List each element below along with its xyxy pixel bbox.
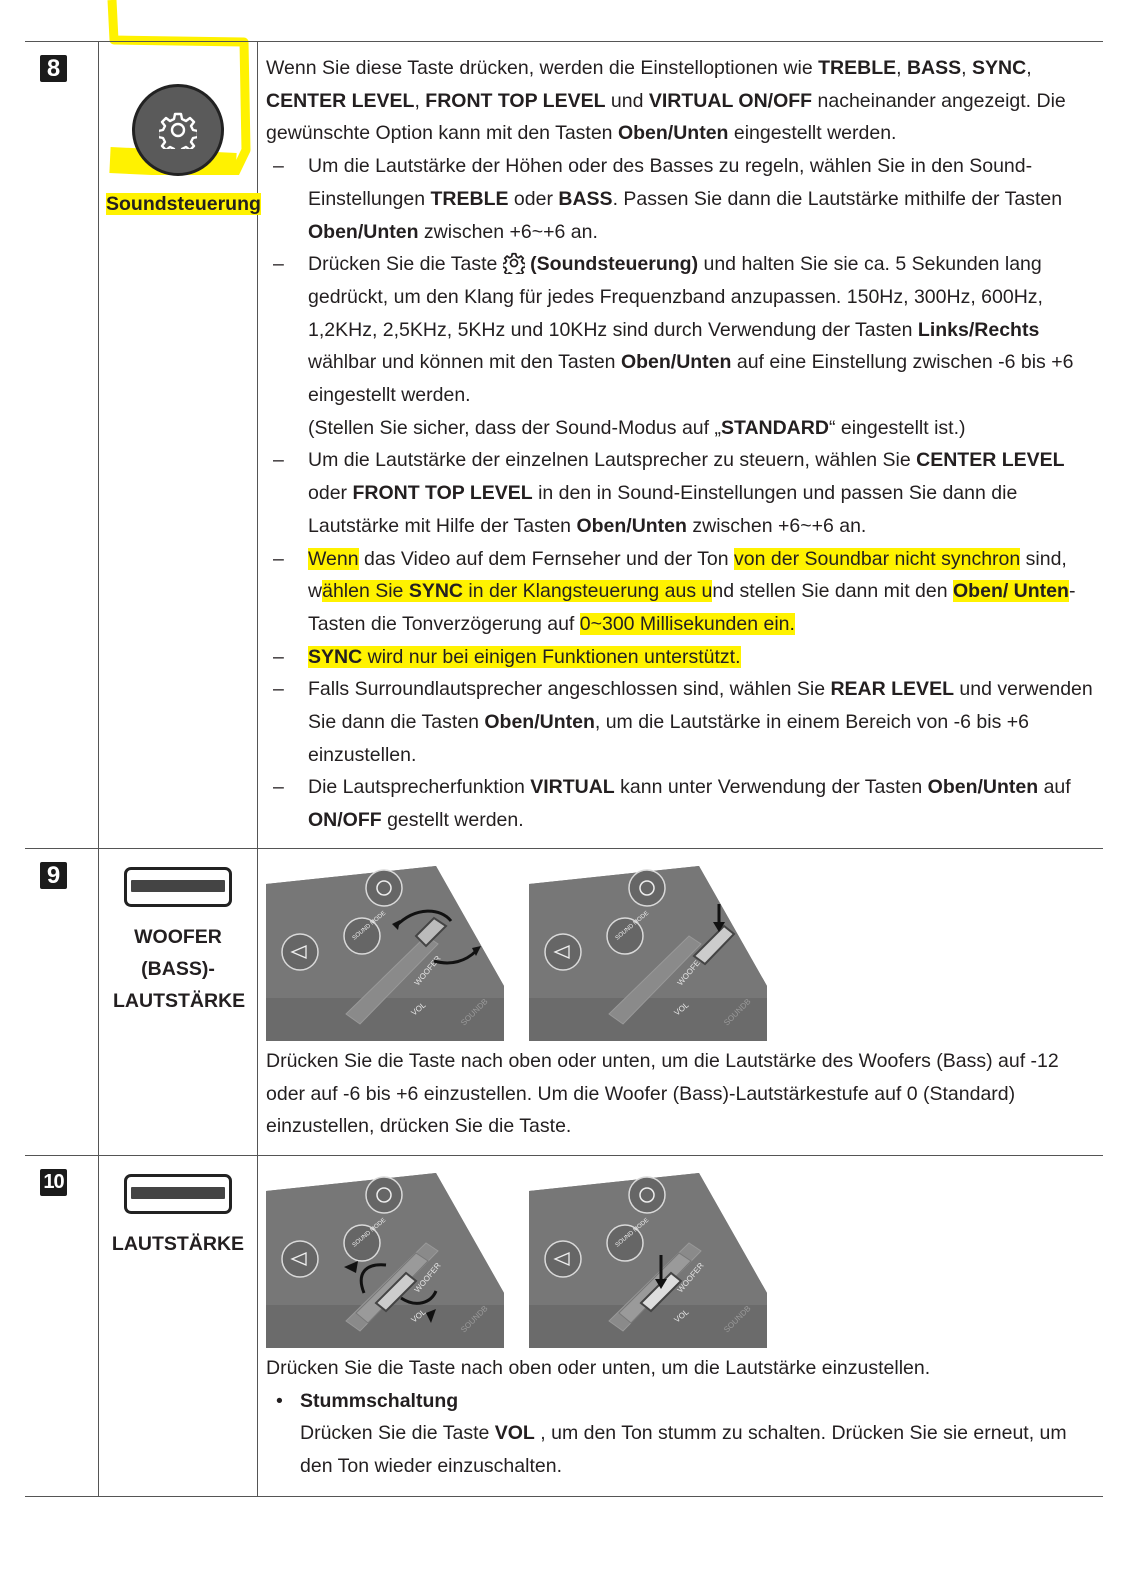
text-run: Oben/Unten [927, 776, 1039, 799]
text-run: , um die Lautstärke in einem Bereich von -6 bis +6 einzustellen. [308, 711, 1029, 766]
text-run: FRONT TOP LEVEL [352, 482, 533, 505]
rocker-button-icon [124, 867, 232, 907]
illustration-pair [266, 849, 1097, 1041]
text-run: in der Klangsteuerung aus u [463, 580, 713, 603]
inline-gear-icon [503, 253, 525, 275]
text-run: SYNC [408, 580, 464, 603]
text-run: Oben/Unten [308, 220, 419, 243]
description-text: Drücken Sie die Taste nach oben oder unten, um die Lautstärke des Woofers (Bass) auf -12 oder auf -6 bis +6 einzustellen. Um die Woofer (Bass)-Lautstärkestufe auf 0 (Standard) einzustellen, drücken Sie die Taste. [266, 1050, 1059, 1138]
button-label: WOOFER (BASS)-LAUTSTÄRKE [113, 926, 246, 1012]
volume-rocker-illustration [266, 1173, 504, 1348]
text-run: Oben/Unten [617, 122, 729, 145]
text-run: kann unter Verwendung der Tasten [614, 776, 928, 799]
button-label: LAUTSTÄRKE [111, 1233, 245, 1255]
text-run: Um die Lautstärke der Höhen oder des Basses zu regeln, wählen Sie in den Sound-Einstellungen [308, 155, 1033, 210]
volume-press-illustration [529, 1173, 767, 1348]
illustration-pair [266, 1156, 1097, 1348]
gear-icon [159, 111, 197, 149]
woofer-press-illustration [529, 866, 767, 1041]
description-text: Drücken Sie die Taste nach oben oder unten, um die Lautstärke einzustellen. [266, 1357, 931, 1379]
text-run: , [1026, 57, 1032, 79]
text-run: VIRTUAL ON/OFF [648, 89, 813, 112]
text-run: Oben/ Unten [953, 580, 1069, 603]
text-run: , um den Ton stumm zu schalten. Drücken Sie sie erneut, um den Ton wieder einzuschalten. [300, 1422, 1067, 1478]
text-run: Um die Lautstärke der einzelnen Lautsprecher zu steuern, wählen Sie [308, 449, 917, 472]
text-run: und verwenden Sie dann die Tasten [308, 678, 1093, 734]
text-run: zwischen +6~+6 an. [686, 514, 867, 537]
text-run: (Stellen Sie sicher, dass der Sound-Modus auf „ [308, 416, 721, 439]
text-run: Drücken Sie die Taste [300, 1422, 495, 1445]
text-run: Die Lautsprecherfunktion [308, 776, 531, 799]
text-run: (Soundsteuerung) [524, 253, 699, 276]
row-number: 8 [40, 55, 67, 82]
text-run: BASS [558, 187, 613, 210]
text-run: nd stellen Sie dann mit den [712, 580, 954, 603]
list-item: – Drücken Sie die Taste (Soundsteuerung) und halten Sie sie ca. 5 Sekunden lang gedrückt, um den Klang für jedes Frequenzband anzupassen. 150Hz, 300Hz, 600Hz, 1,2KHz, 2,5KHz, 5KHz und 10KHz sind durch Verwendung der Tasten Links/Rechts wählbar und können mit den Tasten Oben/Unten auf eine Einstellung zwischen -6 bis +6 eingestellt werden. [273, 253, 1074, 407]
bullet-text [300, 1417, 1097, 1482]
woofer-rocker-illustration [266, 866, 504, 1041]
text-run: das Video auf dem Fernseher und der Ton [358, 547, 735, 570]
feature-table [25, 41, 1103, 1497]
list-item: – Falls Surroundlautsprecher angeschlossen sind, wählen Sie REAR LEVEL und verwenden Sie dann die Tasten Oben/Unten, um die Lautstärke in einem Bereich von -6 bis +6 einzustellen. [273, 678, 1093, 766]
text-run: STANDARD [720, 416, 829, 439]
text-run: , [896, 57, 907, 79]
list-item: – SYNC wird nur bei einigen Funktionen unterstützt. [273, 645, 741, 668]
text-run: und [605, 89, 649, 112]
text-run: zwischen +6~+6 an. [418, 220, 598, 243]
text-run: SYNC [308, 645, 363, 668]
note-line [266, 412, 1097, 445]
text-run: sind, w [308, 547, 1067, 603]
text-run: CENTER LEVEL [266, 89, 415, 112]
row-number: 9 [40, 862, 67, 889]
text-run: Oben/Unten [576, 514, 687, 537]
text-run: oder [308, 482, 353, 505]
gear-icon [503, 252, 525, 274]
text-run: , [961, 57, 972, 79]
table-row [25, 1156, 1103, 1497]
text-run: wird nur bei einigen Funktionen unterstützt. [362, 645, 741, 668]
list-item: – Die Lautsprecherfunktion VIRTUAL kann unter Verwendung der Tasten Oben/Unten auf ON/OFF gestellt werden. [273, 776, 1071, 832]
text-run: gestellt werden. [381, 809, 524, 832]
instruction-list [266, 150, 1097, 837]
text-run: TREBLE [430, 187, 509, 210]
text-run: SYNC [972, 57, 1027, 79]
text-run: VOL [494, 1422, 535, 1445]
text-run: wählbar und können mit den Tasten [308, 351, 621, 374]
bullet-list [266, 1385, 1097, 1483]
list-item: • Stummschaltung Drücken Sie die Taste VOL , um den Ton stumm zu schalten. Drücken Sie sie erneut, um den Ton wieder einzuschalten. [266, 1385, 1097, 1483]
intro-paragraph [266, 52, 1097, 150]
list-item: – Wenn das Video auf dem Fernseher und der Ton von der Soundbar nicht synchron sind, wählen Sie SYNC in der Klangsteuerung aus und stellen Sie dann mit den Oben/ Unten-Tasten die Tonverzögerung auf 0~300 Millisekunden ein. [273, 547, 1076, 635]
button-label: Soundsteuerung [106, 193, 261, 215]
text-run: eingestellt werden. [728, 122, 897, 145]
text-run: FRONT TOP LEVEL [425, 89, 606, 112]
text-run: Oben/Unten [620, 351, 732, 374]
text-run: auf eine Einstellung zwischen -6 bis +6 eingestellt werden. [308, 351, 1074, 407]
text-run: Links/Rechts [917, 318, 1040, 341]
text-run: oder [508, 187, 559, 210]
text-run: Drücken Sie die Taste [308, 253, 503, 276]
text-run: in den in Sound-Einstellungen und passen Sie dann die Lautstärke mit Hilfe der Tasten [308, 482, 1018, 537]
text-run: BASS [906, 57, 962, 79]
text-run: Oben/Unten [484, 711, 595, 734]
text-run: ON/OFF [308, 809, 382, 832]
text-run: nacheinander angezeigt. Die gewünschte Option kann mit den Tasten [266, 89, 1066, 145]
text-run: TREBLE [818, 57, 897, 79]
text-run: Falls Surroundlautsprecher angeschlossen sind, wählen Sie [308, 678, 831, 701]
bullet-title: Stummschaltung [300, 1389, 459, 1412]
table-row [25, 849, 1103, 1156]
list-item: – Um die Lautstärke der Höhen oder des Basses zu regeln, wählen Sie in den Sound-Einstellungen TREBLE oder BASS. Passen Sie dann die Lautstärke mithilfe der Tasten Oben/Unten zwischen +6~+6 an. [273, 155, 1063, 243]
text-run: CENTER LEVEL [916, 449, 1065, 472]
text-run: VIRTUAL [530, 776, 615, 799]
row-number: 10 [40, 1169, 67, 1196]
text-run: . Passen Sie dann die Lautstärke mithilfe der Tasten [612, 187, 1063, 210]
text-run: , [414, 89, 426, 112]
text-run: -Tasten die Tonverzögerung auf [308, 580, 1076, 635]
text-run: und halten Sie sie ca. 5 Sekunden lang gedrückt, um den Klang für jedes Frequenzband anzupassen. 150Hz, 300Hz, 600Hz, 1,2KHz, 2,5KHz, 5KHz und 10KHz sind durch Verwendung der Tasten [308, 253, 1043, 341]
table-row [25, 42, 1103, 849]
rocker-button-icon [124, 1174, 232, 1214]
text-run: “ eingestellt ist.) [828, 416, 966, 439]
text-run: ählen Sie [322, 580, 409, 603]
text-run: 0~300 Millisekunden ein. [579, 612, 795, 635]
sound-control-button [132, 84, 224, 176]
text-run: Wenn Sie diese Taste drücken, werden die Einstelloptionen wie [266, 57, 819, 79]
text-run: auf [1038, 776, 1071, 799]
text-run: REAR LEVEL [830, 678, 954, 701]
text-run: Wenn [308, 547, 359, 570]
text-run: von der Soundbar nicht synchron [734, 547, 1021, 570]
list-item: – Um die Lautstärke der einzelnen Lautsprecher zu steuern, wählen Sie CENTER LEVEL oder FRONT TOP LEVEL in den in Sound-Einstellungen und passen Sie dann die Lautstärke mit Hilfe der Tasten Oben/Unten zwischen +6~+6 an. [273, 449, 1065, 537]
